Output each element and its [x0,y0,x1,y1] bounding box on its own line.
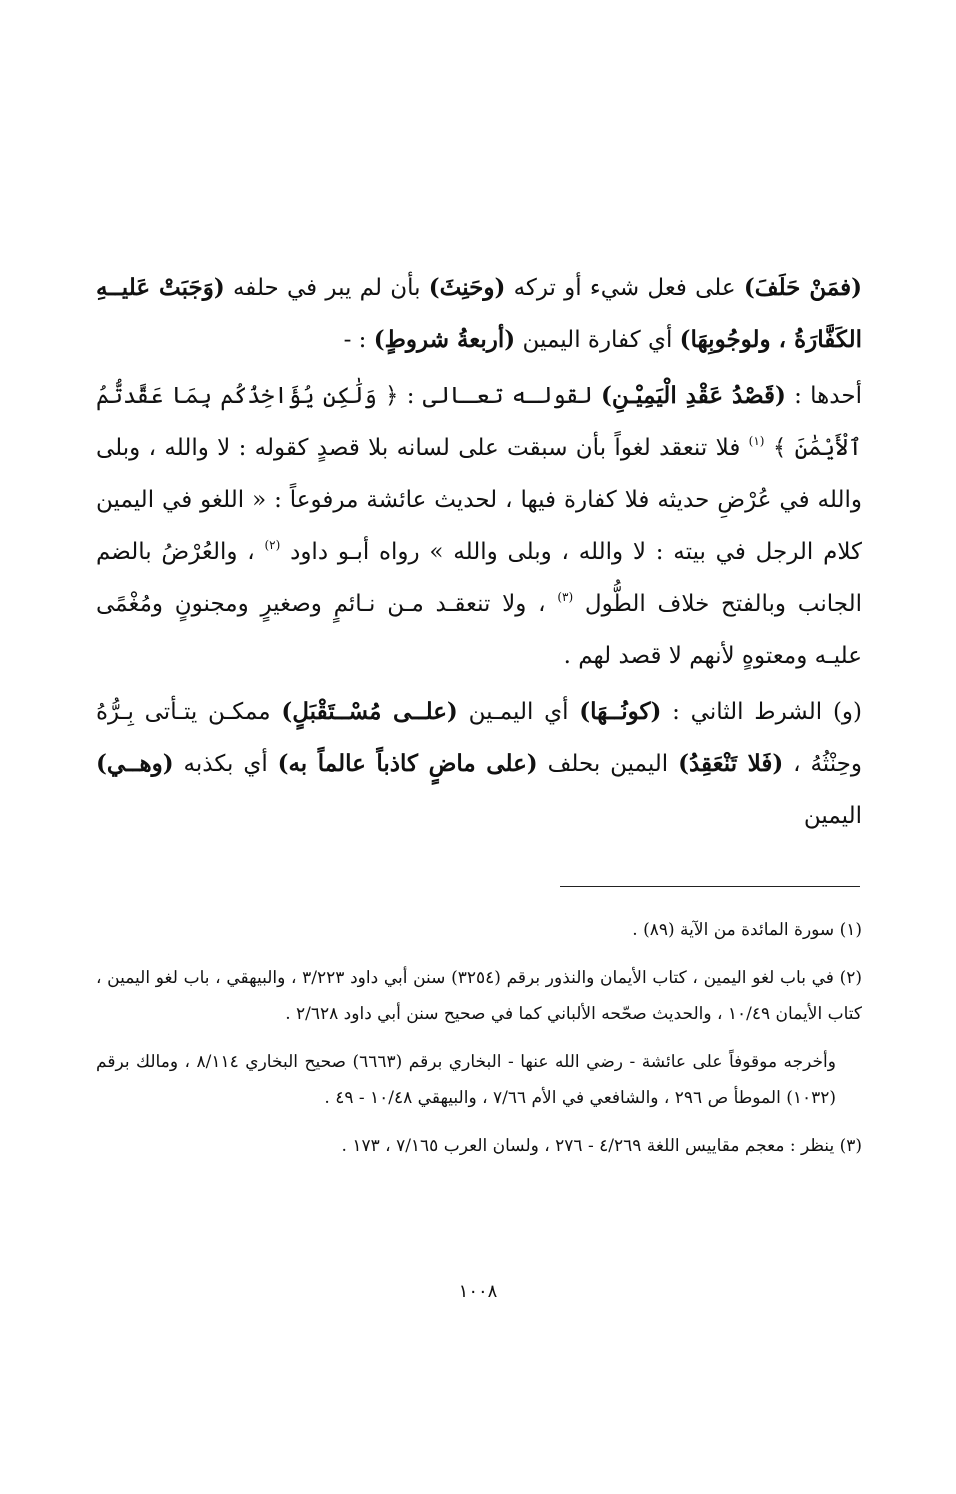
footnote-2-continued: وأخرجه موقوفاً على عائشة - رضي الله عنها - البخاري برقم (٦٦٦٣) صحيح البخاري ٨/١١٤ ، ومالك برقم (١٠٣٢) الموطأ ص ٢٩٦ ، والشافعي في الأم ٧/٦٦ ، والبيهقي ١٠/٤٨ - ٤٩ . [96,1052,836,1108]
text-run: فلا تنعقد لغواً بأن سبقت على لسانه بلا قصدٍ كقوله : لا والله ، وبلى والله في عُرْضِ حديثه فلا كفارة فيها ، لحديث عائشة مرفوعاً : « اللغو في اليمين كلام الرجل في بيته : لا والله ، وبلى والله » رواه أبـو داود [96,435,863,565]
text-run: على فعل شيء أو تركه [505,275,744,301]
text-run: بأن لم يبر في حلفه [224,275,429,301]
text-run: ممكـن يتـأتى بِـرُّهُ وحِنْثُهُ ، [96,699,862,777]
paragraph-3 [96,686,862,842]
emphasis: (على ماضٍ كاذباً عالماً به) [277,750,538,777]
main-text [96,262,862,842]
emphasis: (علــى مُسْــتَقْبَلٍ) [281,698,458,725]
text-run: ، ولا تنعقـد مـن نـائمٍ وصغيرٍ ومجنونٍ ومُغْمًى عليـه ومعتوهٍ لأنهم لا قصد لهم . [96,591,862,669]
footnote-ref-1[interactable]: (١) [748,434,765,448]
quran-verse: لقولـه تعـالى : ﴿ وَلَٰكِن يُؤَاخِذُكُم بِمَا عَقَّدتُّمُ ٱلْأَيْمَٰنَ ﴾ [96,383,863,461]
emphasis: (كونُــهَا) [579,698,662,725]
emphasis: (أربعةُ شروطٍ) [373,326,516,353]
text-run: : - [343,327,374,353]
text-run: أي اليمـين [457,699,580,725]
text-run: أي كفارة اليمين [515,327,680,353]
text-run: أي بكذبه [173,751,278,777]
emphasis: (قَصْدُ عَقْدِ الْيَمِيْـنِ) [601,382,786,409]
text-run: أحدها : [785,383,862,409]
text-run: (و) الشرط الثاني : [661,699,862,725]
footnote-1: (١) سورة المائدة من الآية (٨٩) . [632,920,862,940]
text-run: اليمين بحلف [537,751,679,777]
paragraph-1 [96,262,862,366]
footnote-3: (٣) ينظر : معجم مقاييس اللغة ٤/٢٦٩ - ٢٧٦ ، ولسان العرب ٧/١٦٥ ، ١٧٣ . [341,1136,862,1156]
footnote-ref-2[interactable]: (٢) [264,538,281,552]
page-number: ١٠٠٨ [458,1281,498,1302]
footnote-ref-3[interactable]: (٣) [557,590,574,604]
emphasis: (وَجَبَتْ عَليــهِ الكَفَّارَةُ ، ولوجُوبِهَا) [96,274,862,353]
text-run: اليمين [803,803,862,829]
emphasis: (وحَنِثَ) [428,274,506,301]
footnote-divider [560,886,860,887]
paragraph-2 [96,370,862,682]
emphasis: (فمَنْ حَلَفَ) [743,274,863,301]
emphasis: (وهــي) [96,750,174,777]
footnote-2: (٢) في باب لغو اليمين ، كتاب الأيمان والنذور برقم (٣٢٥٤) سنن أبي داود ٣/٢٢٣ ، والبيهقي ، باب لغو اليمين ، كتاب الأيمان ١٠/٤٩ ، والحديث صحّحه الألباني كما في صحيح سنن أبي داود ٢/٦٢٨ . [96,968,862,1024]
text-run: ، والعُرْضُ بالضم الجانب وبالفتح خلاف الطُّول [96,539,862,617]
emphasis: (فَلا تَنْعَقِدُ) [678,750,784,777]
footnotes [96,912,862,1176]
